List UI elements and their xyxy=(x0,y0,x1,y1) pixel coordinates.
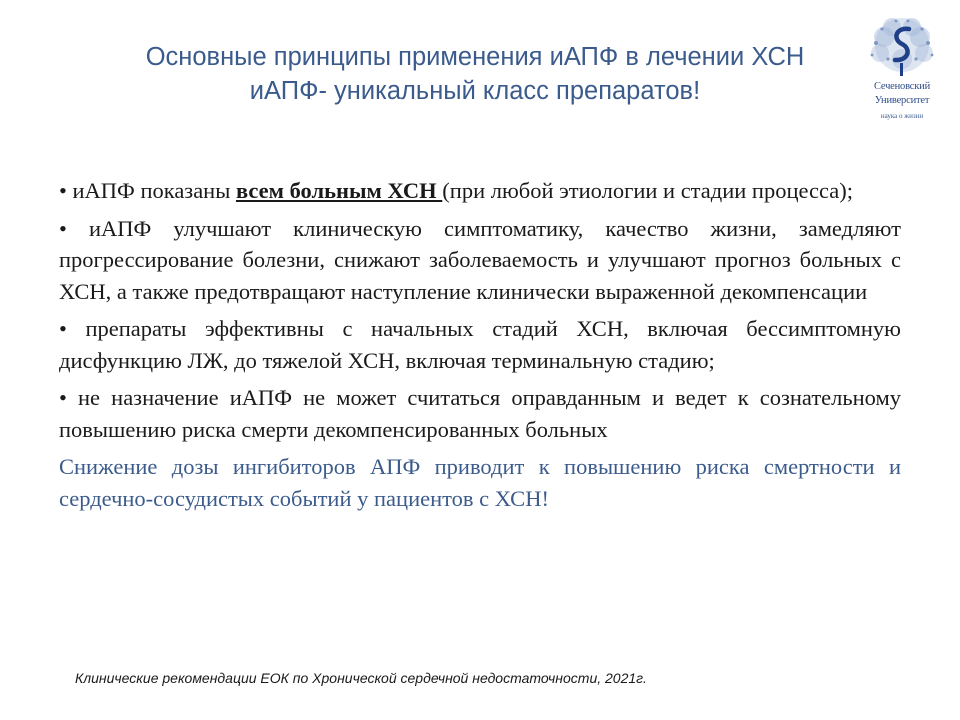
university-logo xyxy=(862,15,942,127)
slide-title-line-1: Основные принципы применения иАПФ в лечении ХСН xyxy=(145,43,805,71)
logo-text-line-3: наука о жизни xyxy=(880,112,924,120)
bullet-3: • препараты эффективны с начальных стадий ХСН, включая бессимптомную дисфункцию ЛЖ, до тяжелой ХСН, включая терминальную стадию; xyxy=(59,316,901,373)
logo-text-line-1: Сеченовский xyxy=(873,81,931,92)
source-footnote: Клинические рекомендации ЕОК по Хронической сердечной недостаточности, 2021г. xyxy=(75,670,647,686)
sechenov-tree-logo-icon xyxy=(862,15,942,79)
highlight-statement: Снижение дозы ингибиторов АПФ приводит к повышению риска смертности и сердечно-сосудистых событий у пациентов с ХСН! xyxy=(59,454,901,511)
logo-text-line-2: Университет xyxy=(874,95,930,106)
bullet-1-prefix: • иАПФ показаны xyxy=(59,178,236,203)
bullet-1 xyxy=(59,175,901,207)
bullet-1-suffix: (при любой этиологии и стадии процесса); xyxy=(442,178,854,203)
slide-body xyxy=(59,175,901,520)
slide-title xyxy=(40,40,910,108)
bullet-1-emphasis: всем больным ХСН xyxy=(235,178,443,203)
bullet-4: • не назначение иАПФ не может считаться оправданным и ведет к сознательному повышению риска смерти декомпенсированных больных xyxy=(59,385,901,442)
bullet-2: • иАПФ улучшают клиническую симптоматику, качество жизни, замедляют прогрессирование болезни, снижают заболеваемость и улучшают прогноз больных с ХСН, а также предотвращают наступление клинически выраженной декомпенсации xyxy=(59,215,901,304)
slide-title-line-2: иАПФ- уникальный класс препаратов! xyxy=(249,77,701,105)
